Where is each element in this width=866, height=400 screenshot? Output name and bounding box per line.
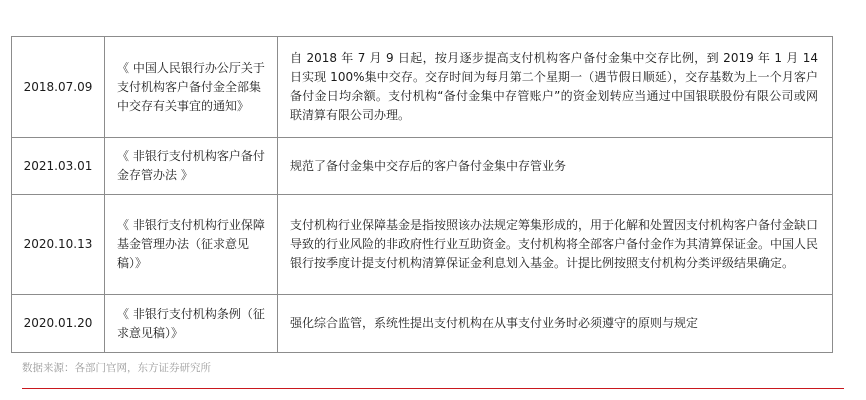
table-row [12, 195, 833, 295]
row-policy-name: 《 中国人民银行办公厅关于支付机构客户备付金全部集中交存有关事宜的通知》 [105, 37, 278, 138]
table-row [12, 37, 833, 138]
table-row [12, 138, 833, 195]
data-source-note: 数据来源：各部门官网，东方证券研究所 [22, 362, 211, 374]
row-date: 2020.10.13 [12, 195, 105, 295]
policy-table [11, 36, 833, 353]
footer-divider [22, 388, 844, 389]
row-date: 2021.03.01 [12, 138, 105, 195]
table-row [12, 295, 833, 353]
row-description: 自 2018 年 7 月 9 日起，按月逐步提高支付机构客户备付金集中交存比例，到 2019 年 1 月 14 日实现 100%集中交存。交存时间为每月第二个星期一（遇节假日顺延），交存基数为上一个月客户备付金日均余额。支付机构“备付金集中存管账户”的资金划转应当通过中国银联股份有限公司或网联清算有限公司办理。 [278, 37, 833, 138]
row-description: 支付机构行业保障基金是指按照该办法规定筹集形成的，用于化解和处置因支付机构客户备付金缺口导致的行业风险的非政府性行业互助资金。支付机构将全部客户备付金作为其清算保证金。中国人民银行按季度计提支付机构清算保证金利息划入基金。计提比例按照支付机构分类评级结果确定。 [278, 195, 833, 295]
row-policy-name: 《 非银行支付机构条例（征求意见稿）》 [105, 295, 278, 353]
row-policy-name: 《 非银行支付机构客户备付金存管办法 》 [105, 138, 278, 195]
row-policy-name: 《 非银行支付机构行业保障基金管理办法（征求意见稿）》 [105, 195, 278, 295]
row-description: 规范了备付金集中交存后的客户备付金集中存管业务 [278, 138, 833, 195]
row-date: 2020.01.20 [12, 295, 105, 353]
row-date: 2018.07.09 [12, 37, 105, 138]
row-description: 强化综合监管，系统性提出支付机构在从事支付业务时必须遵守的原则与规定 [278, 295, 833, 353]
